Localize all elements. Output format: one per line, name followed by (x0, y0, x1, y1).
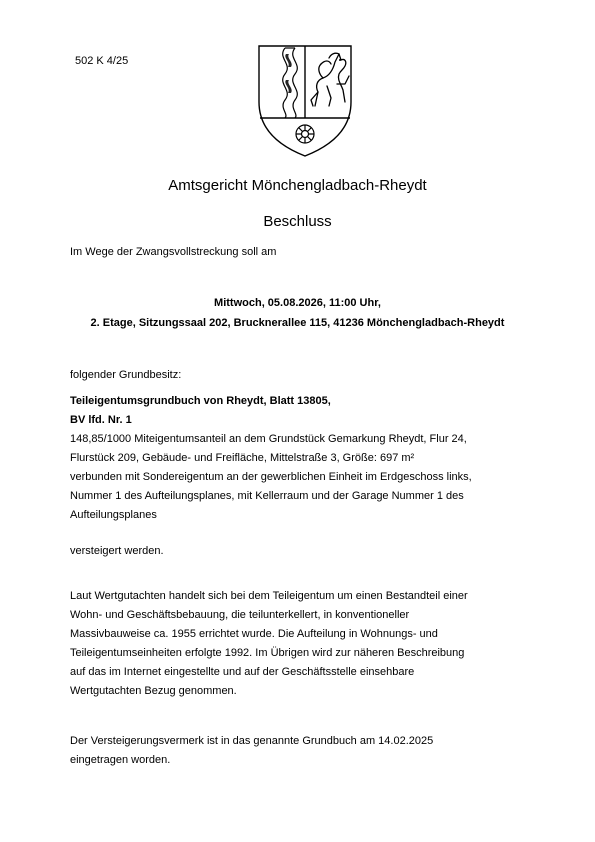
valuation-line: Teileigentumseinheiten erfolgte 1992. Im Übrigen wird zur näheren Beschreibung (70, 647, 465, 659)
registration-line: Der Versteigerungsvermerk ist in das genannte Grundbuch am 14.02.2025 (70, 735, 434, 747)
file-number: 502 K 4/25 (75, 55, 129, 67)
land-register-entry: Teileigentumsgrundbuch von Rheydt, Blatt 13805, (70, 395, 331, 407)
court-name: Amtsgericht Mönchengladbach-Rheydt (168, 177, 427, 194)
description-line: verbunden mit Sondereigentum an der gewerblichen Einheit im Erdgeschoss links, (70, 471, 472, 483)
property-description (70, 430, 530, 525)
nrw-coat-of-arms-icon (255, 40, 355, 160)
registration-line: eingetragen worden. (70, 754, 171, 766)
valuation-line: Wertgutachten Bezug genommen. (70, 685, 237, 697)
description-line: Flurstück 209, Gebäude- und Freifläche, Mittelstraße 3, Größe: 697 m² (70, 452, 415, 464)
description-line: 148,85/1000 Miteigentumsanteil an dem Grundstück Gemarkung Rheydt, Flur 24, (70, 433, 467, 445)
inventory-number: BV lfd. Nr. 1 (70, 414, 132, 426)
document-title: Beschluss (263, 213, 332, 230)
valuation-paragraph (70, 587, 530, 701)
description-line: Nummer 1 des Aufteilungsplanes, mit Kellerraum und der Garage Nummer 1 des (70, 490, 464, 502)
valuation-line: Laut Wertgutachten handelt sich bei dem Teileigentum um einen Bestandteil einer (70, 590, 468, 602)
description-line: Aufteilungsplanes (70, 509, 157, 521)
auction-statement: versteigert werden. (70, 545, 164, 557)
valuation-line: auf das im Internet eingestellte und auf der Geschäftsstelle einsehbare (70, 666, 415, 678)
registration-note (70, 732, 530, 770)
auction-date: Mittwoch, 05.08.2026, 11:00 Uhr, (214, 297, 381, 309)
valuation-line: Wohn- und Geschäftsbebauung, die teilunterkellert, in konventioneller (70, 609, 410, 621)
auction-location: 2. Etage, Sitzungssaal 202, Brucknerallee 115, 41236 Mönchengladbach-Rheydt (90, 317, 505, 329)
valuation-line: Massivbauweise ca. 1955 errichtet wurde. Die Aufteilung in Wohnungs- und (70, 628, 438, 640)
property-intro: folgender Grundbesitz: (70, 369, 182, 381)
intro-text: Im Wege der Zwangsvollstreckung soll am (70, 246, 277, 258)
